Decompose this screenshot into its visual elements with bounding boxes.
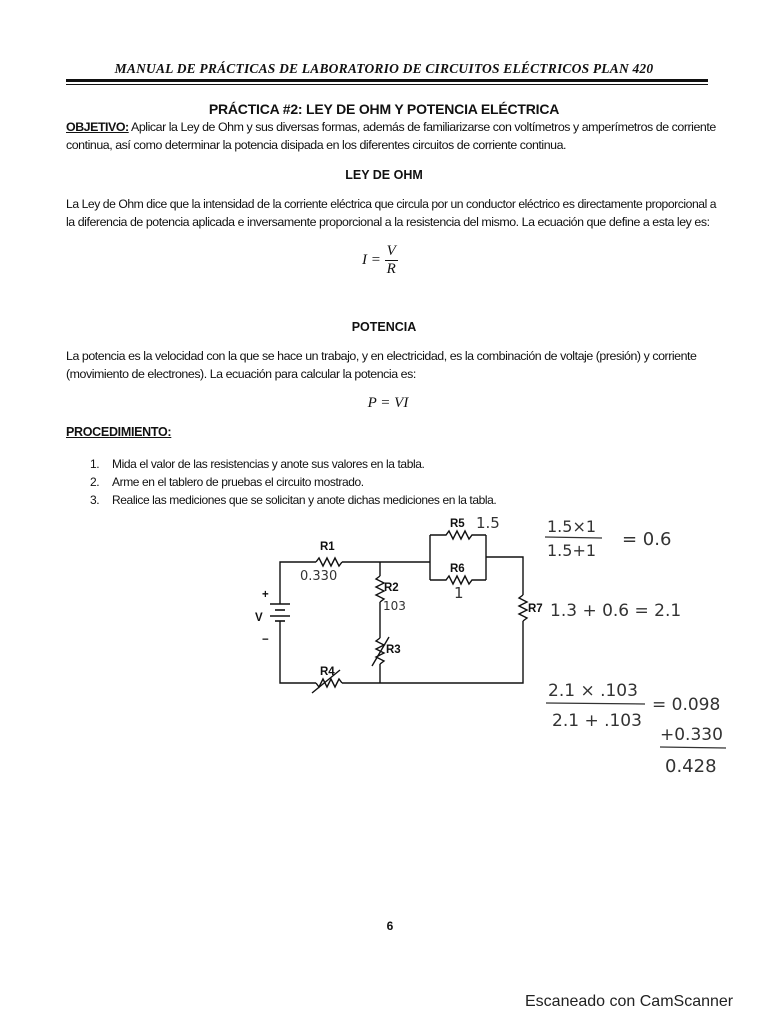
- power-line-1: La potencia es la velocidad con la que se hace un trabajo, y en electricidad, es la combinación de voltaje (presión) y corriente: [66, 349, 697, 363]
- hand-calc3-numerator: 2.1 × .103: [548, 681, 638, 701]
- resistor-r6: [430, 576, 486, 584]
- hand-calc3-total: 0.428: [665, 756, 717, 777]
- ohm-heading: LEY DE OHM: [345, 168, 423, 182]
- hand-calc3-add: +0.330: [660, 725, 723, 745]
- hand-r2-value: 103: [383, 599, 406, 613]
- camscanner-watermark: Escaneado con CamScanner: [525, 993, 734, 1010]
- label-r3: R3: [386, 644, 401, 656]
- ohm-line-1: La Ley de Ohm dice que la intensidad de la corriente eléctrica que circula por un conductor eléctrico es directamente proporcional a: [66, 197, 717, 211]
- hand-calc2: 1.3 + 0.6 = 2.1: [550, 601, 682, 621]
- power-line-2: (movimiento de electrones). La ecuación para calcular la potencia es:: [66, 367, 416, 381]
- page-number: 6: [386, 919, 394, 933]
- hand-calc3-bar: [546, 703, 645, 704]
- ohm-equation-numerator: V: [386, 243, 396, 259]
- ohm-paragraph: [66, 195, 717, 231]
- label-r7: R7: [528, 603, 543, 615]
- hand-calc1-result: = 0.6: [622, 529, 672, 550]
- hand-calc3-denominator: 2.1 + .103: [552, 711, 642, 731]
- power-equation: P = VI: [367, 395, 409, 411]
- procedure-step-2: 2. Arme en el tablero de pruebas el circuito mostrado.: [90, 475, 364, 489]
- label-plus: +: [262, 589, 269, 601]
- hand-calc3-result: = 0.098: [652, 695, 721, 715]
- circuit-diagram: [0, 500, 768, 790]
- label-r5: R5: [450, 518, 465, 530]
- header-rule-thick: [66, 79, 708, 82]
- hand-calc3-sum-bar: [660, 747, 726, 748]
- ohm-equation: [362, 244, 398, 277]
- label-minus: −: [262, 634, 269, 646]
- resistor-r5: [430, 531, 486, 539]
- power-heading: POTENCIA: [351, 320, 417, 334]
- procedure-heading: PROCEDIMIENTO:: [66, 425, 172, 439]
- label-v: V: [255, 612, 263, 624]
- manual-header: MANUAL DE PRÁCTICAS DE LABORATORIO DE CIRCUITOS ELÉCTRICOS PLAN 420: [114, 61, 654, 76]
- resistor-r7: [519, 595, 527, 621]
- hand-r5-value: 1.5: [476, 514, 500, 532]
- resistor-r1: [316, 558, 342, 566]
- procedure-step-3: 3. Realice las mediciones que se solicitan y anote dichas mediciones en la tabla.: [90, 493, 497, 507]
- battery-v: [270, 604, 290, 621]
- objective-label: OBJETIVO:: [66, 120, 129, 134]
- objective-paragraph: [66, 118, 714, 154]
- header-rule-thin: [66, 84, 708, 85]
- label-r1: R1: [320, 541, 335, 553]
- objective-line-2: continua, así como determinar la potencia disipada en los diferentes circuitos de corriente continua.: [66, 138, 567, 152]
- power-paragraph: [66, 347, 714, 383]
- label-r4: R4: [320, 666, 335, 678]
- practice-title: PRÁCTICA #2: LEY DE OHM Y POTENCIA ELÉCTRICA: [208, 101, 560, 117]
- objective-line-1: Aplicar la Ley de Ohm y sus diversas formas, además de familiarizarse con voltímetros y amperímetros de corriente: [128, 120, 716, 134]
- hand-calc1-bar: [545, 537, 602, 538]
- hand-r6-value: 1: [454, 584, 464, 602]
- procedure-step-1: 1. Mida el valor de las resistencias y anote sus valores en la tabla.: [90, 457, 425, 471]
- ohm-line-2: la diferencia de potencia aplicada e inversamente proporcional a la resistencia del mismo. La ecuación que define a esta ley es:: [66, 215, 710, 229]
- label-r6: R6: [450, 563, 465, 575]
- hand-calc1-denominator: 1.5+1: [547, 541, 597, 560]
- ohm-equation-lhs: I =: [362, 251, 381, 268]
- hand-r1-value: 0.330: [300, 569, 338, 584]
- ohm-equation-denominator: R: [386, 261, 396, 277]
- label-r2: R2: [384, 582, 399, 594]
- hand-calc1-numerator: 1.5×1: [547, 517, 597, 536]
- ohm-equation-fraction: [385, 244, 398, 277]
